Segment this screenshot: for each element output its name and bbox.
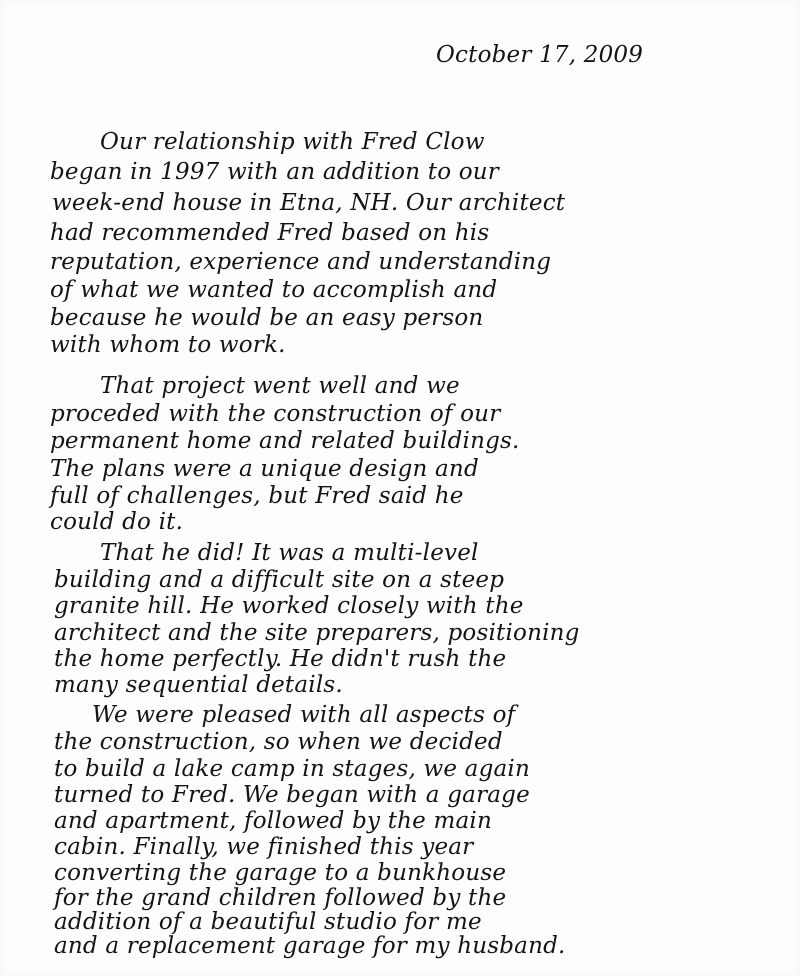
text-line: architect and the site preparers, positioning — [54, 620, 580, 646]
text-line: had recommended Fred based on his — [50, 220, 490, 246]
text-line: of what we wanted to accomplish and — [50, 277, 498, 303]
text-line: week-end house in Etna, NH. Our architect — [52, 190, 566, 216]
text-line: the home perfectly. He didn't rush the — [54, 646, 507, 672]
text-line: turned to Fred. We began with a garage — [54, 782, 530, 808]
letter-date: October 17, 2009 — [436, 42, 644, 68]
text-line: to build a lake camp in stages, we again — [54, 756, 530, 782]
text-line: The plans were a unique design and — [50, 456, 479, 482]
text-line: converting the garage to a bunkhouse — [54, 860, 507, 886]
text-line: began in 1997 with an addition to our — [50, 159, 500, 185]
text-line: building and a difficult site on a steep — [54, 567, 505, 593]
text-line: and a replacement garage for my husband. — [54, 933, 566, 959]
text-line: and apartment, followed by the main — [54, 808, 492, 834]
text-line: with whom to work. — [50, 332, 286, 358]
text-line: That project went well and we — [100, 373, 460, 399]
text-line: cabin. Finally, we finished this year — [54, 834, 474, 860]
text-line: That he did! It was a multi-level — [100, 540, 479, 566]
text-line: proceded with the construction of our — [50, 401, 501, 427]
text-line: could do it. — [50, 509, 184, 535]
text-line: full of challenges, but Fred said he — [50, 483, 464, 509]
text-line: addition of a beautiful studio for me — [54, 909, 482, 935]
text-line: reputation, experience and understanding — [50, 249, 552, 275]
text-line: the construction, so when we decided — [54, 729, 503, 755]
text-line: granite hill. He worked closely with the — [54, 593, 524, 619]
text-line: because he would be an easy person — [50, 305, 484, 331]
text-line: permanent home and related buildings. — [50, 428, 520, 454]
text-line: many sequential details. — [54, 672, 343, 698]
text-line: Our relationship with Fred Clow — [100, 129, 485, 155]
text-line: We were pleased with all aspects of — [92, 702, 516, 728]
text-line: for the grand children followed by the — [54, 885, 507, 911]
